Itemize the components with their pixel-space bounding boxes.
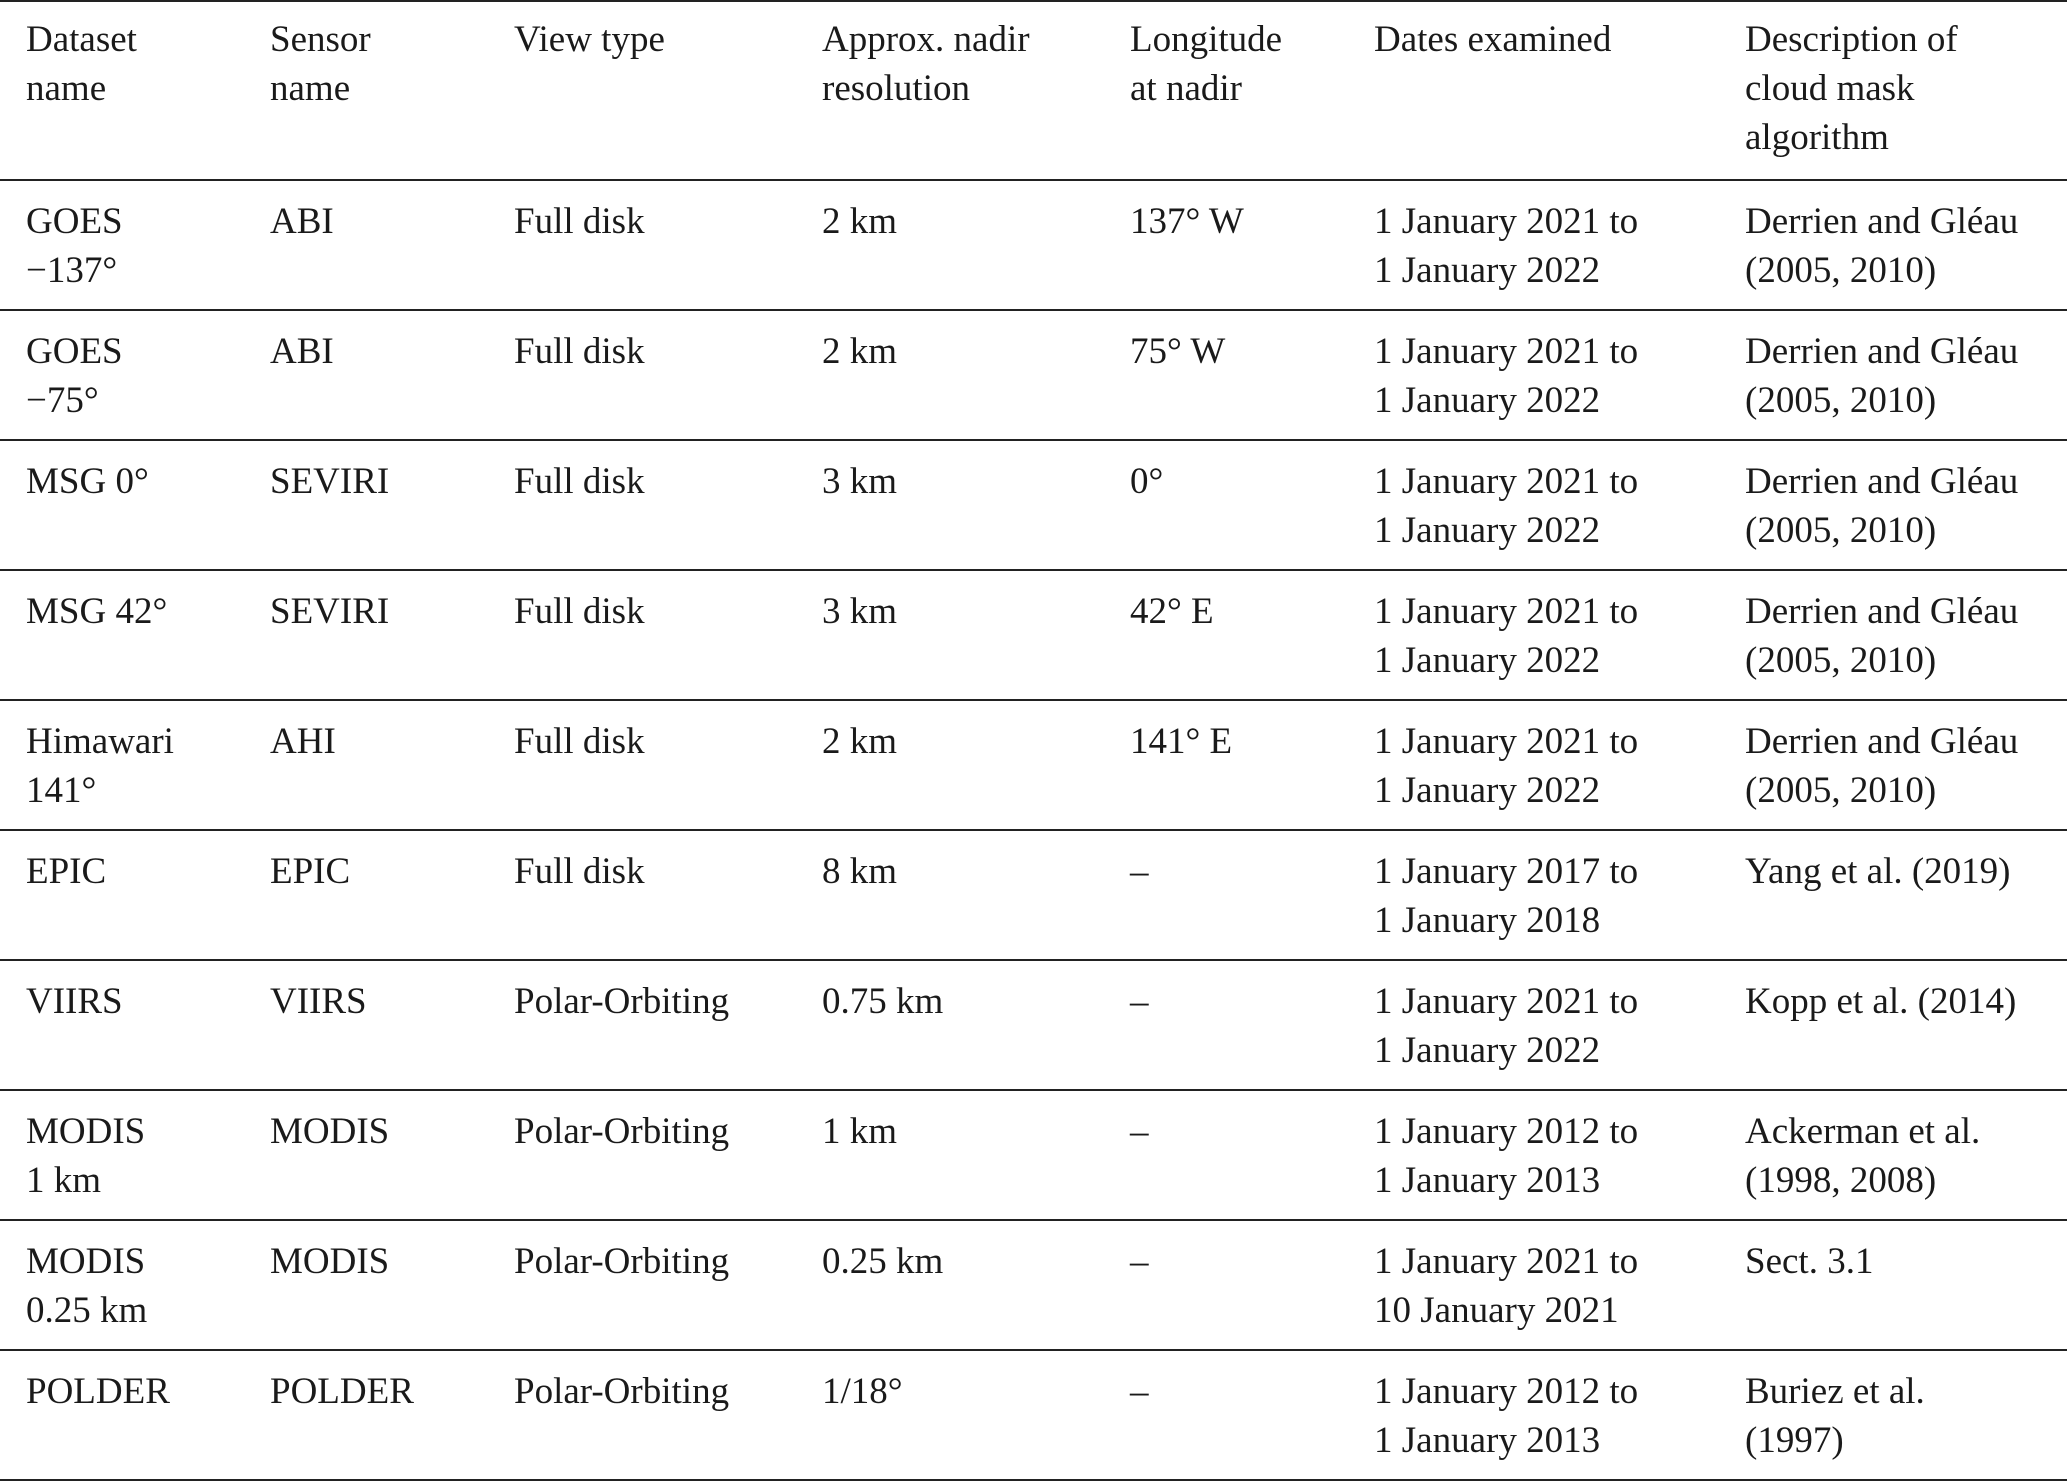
table-cell: 1 January 2017 to 1 January 2018 bbox=[1348, 830, 1719, 960]
table-cell: 1 km bbox=[796, 1090, 1104, 1220]
table-cell: 137° W bbox=[1104, 180, 1348, 310]
table-cell: Full disk bbox=[488, 570, 796, 700]
table-cell: Ackerman et al. (1998, 2008) bbox=[1719, 1090, 2067, 1220]
table-cell: Full disk bbox=[488, 830, 796, 960]
table-row bbox=[0, 440, 2067, 570]
table-cell: 1 January 2021 to 1 January 2022 bbox=[1348, 180, 1719, 310]
table-cell: EPIC bbox=[0, 830, 244, 960]
column-header: Sensor name bbox=[244, 1, 488, 180]
column-header: Approx. nadir resolution bbox=[796, 1, 1104, 180]
table-row bbox=[0, 830, 2067, 960]
table-cell: Polar-Orbiting bbox=[488, 1220, 796, 1350]
table-cell: 3 km bbox=[796, 440, 1104, 570]
table-cell: 1/18° bbox=[796, 1350, 1104, 1480]
table-cell: MODIS 1 km bbox=[0, 1090, 244, 1220]
table-cell: 1 January 2021 to 1 January 2022 bbox=[1348, 960, 1719, 1090]
table-row bbox=[0, 180, 2067, 310]
table-cell: 0.25 km bbox=[796, 1220, 1104, 1350]
table-row bbox=[0, 700, 2067, 830]
table-cell: 0.75 km bbox=[796, 960, 1104, 1090]
table-cell: 1 January 2021 to 1 January 2022 bbox=[1348, 310, 1719, 440]
table-cell: EPIC bbox=[244, 830, 488, 960]
table-cell: Polar-Orbiting bbox=[488, 1090, 796, 1220]
table-cell: Himawari 141° bbox=[0, 700, 244, 830]
table-cell: Full disk bbox=[488, 440, 796, 570]
column-header: View type bbox=[488, 1, 796, 180]
table-cell: 1 January 2021 to 1 January 2022 bbox=[1348, 570, 1719, 700]
table-cell: MSG 0° bbox=[0, 440, 244, 570]
table-cell: VIIRS bbox=[0, 960, 244, 1090]
table-cell: POLDER bbox=[0, 1350, 244, 1480]
table-cell: MODIS bbox=[244, 1220, 488, 1350]
table-cell: Polar-Orbiting bbox=[488, 1350, 796, 1480]
table-cell: 1 January 2012 to 1 January 2013 bbox=[1348, 1090, 1719, 1220]
table-cell: Derrien and Gléau (2005, 2010) bbox=[1719, 180, 2067, 310]
table-cell: MODIS 0.25 km bbox=[0, 1220, 244, 1350]
table-cell: 42° E bbox=[1104, 570, 1348, 700]
table-cell: 2 km bbox=[796, 700, 1104, 830]
table-cell: Buriez et al. (1997) bbox=[1719, 1350, 2067, 1480]
table-cell: 1 January 2012 to 1 January 2013 bbox=[1348, 1350, 1719, 1480]
table-row bbox=[0, 570, 2067, 700]
table-cell: Derrien and Gléau (2005, 2010) bbox=[1719, 310, 2067, 440]
table-cell: Kopp et al. (2014) bbox=[1719, 960, 2067, 1090]
table-cell: AHI bbox=[244, 700, 488, 830]
table-cell: ABI bbox=[244, 310, 488, 440]
table-cell: 1 January 2021 to 1 January 2022 bbox=[1348, 700, 1719, 830]
table-body bbox=[0, 180, 2067, 1480]
table-row bbox=[0, 1090, 2067, 1220]
table-cell: ABI bbox=[244, 180, 488, 310]
table-header bbox=[0, 1, 2067, 180]
column-header: Description of cloud mask algorithm bbox=[1719, 1, 2067, 180]
table-row bbox=[0, 1350, 2067, 1480]
header-row bbox=[0, 1, 2067, 180]
table-row bbox=[0, 310, 2067, 440]
table-cell: 141° E bbox=[1104, 700, 1348, 830]
table-cell: SEVIRI bbox=[244, 570, 488, 700]
table-cell: 0° bbox=[1104, 440, 1348, 570]
table-cell: Derrien and Gléau (2005, 2010) bbox=[1719, 700, 2067, 830]
table-row bbox=[0, 960, 2067, 1090]
table-cell: Full disk bbox=[488, 310, 796, 440]
table-row bbox=[0, 1220, 2067, 1350]
table-cell: MSG 42° bbox=[0, 570, 244, 700]
table-cell: 75° W bbox=[1104, 310, 1348, 440]
table-cell: 2 km bbox=[796, 180, 1104, 310]
table-cell: GOES −137° bbox=[0, 180, 244, 310]
table-cell: Derrien and Gléau (2005, 2010) bbox=[1719, 440, 2067, 570]
column-header: Dataset name bbox=[0, 1, 244, 180]
column-header: Dates examined bbox=[1348, 1, 1719, 180]
table-cell: 8 km bbox=[796, 830, 1104, 960]
table-cell: Derrien and Gléau (2005, 2010) bbox=[1719, 570, 2067, 700]
table-cell: – bbox=[1104, 1220, 1348, 1350]
table-cell: POLDER bbox=[244, 1350, 488, 1480]
column-header: Longitude at nadir bbox=[1104, 1, 1348, 180]
table-cell: GOES −75° bbox=[0, 310, 244, 440]
table-cell: – bbox=[1104, 960, 1348, 1090]
table-cell: Full disk bbox=[488, 700, 796, 830]
table-cell: 3 km bbox=[796, 570, 1104, 700]
table-cell: Sect. 3.1 bbox=[1719, 1220, 2067, 1350]
table-cell: 2 km bbox=[796, 310, 1104, 440]
table-cell: SEVIRI bbox=[244, 440, 488, 570]
table-cell: – bbox=[1104, 1090, 1348, 1220]
table-cell: Yang et al. (2019) bbox=[1719, 830, 2067, 960]
table-cell: MODIS bbox=[244, 1090, 488, 1220]
table-cell: Polar-Orbiting bbox=[488, 960, 796, 1090]
table-cell: – bbox=[1104, 1350, 1348, 1480]
table-cell: 1 January 2021 to 10 January 2021 bbox=[1348, 1220, 1719, 1350]
table-cell: VIIRS bbox=[244, 960, 488, 1090]
table-cell: Full disk bbox=[488, 180, 796, 310]
table-cell: 1 January 2021 to 1 January 2022 bbox=[1348, 440, 1719, 570]
table-cell: – bbox=[1104, 830, 1348, 960]
